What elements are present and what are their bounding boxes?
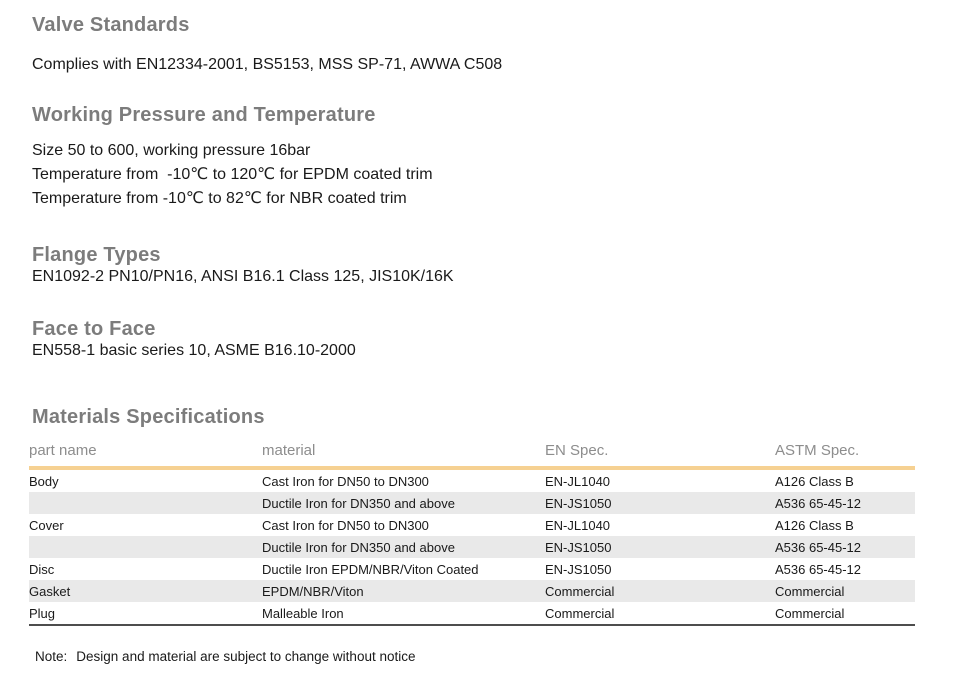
cell-part-name: Disc: [29, 561, 55, 577]
column-header-en-spec: EN Spec.: [545, 442, 609, 459]
cell-en-spec: EN-JS1050: [545, 539, 612, 555]
cell-part-name: Cover: [29, 517, 64, 533]
header-row: [29, 442, 915, 468]
cell-astm-spec: A536 65-45-12: [775, 539, 862, 555]
column-header-material: material: [262, 442, 316, 459]
cell-material: Ductile Iron for DN350 and above: [262, 495, 455, 511]
section-heading-valve-standards: Valve Standards: [32, 14, 190, 36]
cell-astm-spec: A126 Class B: [775, 517, 854, 533]
cell-astm-spec: A126 Class B: [775, 473, 854, 489]
cell-en-spec: EN-JS1050: [545, 561, 612, 577]
flange-types-text: EN1092-2 PN10/PN16, ANSI B16.1 Class 125, JIS10K/16K: [32, 268, 454, 285]
cell-material: Cast Iron for DN50 to DN300: [262, 517, 429, 533]
valve-standards-compliance-text: Complies with EN12334-2001, BS5153, MSS SP-71, AWWA C508: [32, 56, 503, 73]
pressure-size-text: Size 50 to 600, working pressure 16bar: [32, 142, 311, 159]
cell-material: Malleable Iron: [262, 605, 344, 621]
table-row: [29, 468, 915, 492]
table-row: [29, 536, 915, 558]
cell-en-spec: Commercial: [545, 605, 615, 621]
table-row: [29, 514, 915, 536]
section-materials-specifications: [29, 405, 917, 626]
table-row: [29, 602, 915, 625]
column-header-part-name: part name: [29, 442, 97, 459]
cell-part-name: Gasket: [29, 583, 71, 599]
footnote: [35, 648, 917, 666]
cell-astm-spec: Commercial: [775, 583, 845, 599]
table-row: [29, 558, 915, 580]
cell-en-spec: EN-JL1040: [545, 517, 611, 533]
cell-en-spec: Commercial: [545, 583, 615, 599]
working-pressure-lines: [32, 139, 917, 211]
cell-astm-spec: Commercial: [775, 605, 845, 621]
cell-material: Cast Iron for DN50 to DN300: [262, 473, 429, 489]
cell-part-name: [29, 492, 262, 514]
footnote-text: Design and material are subject to change without notice: [76, 649, 416, 664]
cell-part-name: [29, 536, 262, 558]
section-valve-standards: [32, 13, 917, 77]
section-flange-types: [32, 243, 917, 289]
temperature-epdm-text: Temperature from -10℃ to 120℃ for EPDM coated trim: [32, 166, 433, 183]
temperature-nbr-text: Temperature from -10℃ to 82℃ for NBR coated trim: [32, 190, 407, 207]
section-heading-flange-types: Flange Types: [32, 244, 161, 266]
materials-table-body: [29, 468, 915, 625]
section-face-to-face: [32, 317, 917, 363]
section-heading-face-to-face: Face to Face: [32, 318, 156, 340]
cell-en-spec: EN-JL1040: [545, 473, 611, 489]
cell-en-spec: EN-JS1050: [545, 495, 612, 511]
materials-spec-table: [29, 442, 915, 626]
cell-part-name: Body: [29, 473, 59, 489]
footnote-label: Note:: [35, 649, 68, 664]
cell-material: EPDM/NBR/Viton: [262, 583, 364, 599]
cell-part-name: Plug: [29, 605, 56, 621]
section-heading-working-pressure: Working Pressure and Temperature: [32, 104, 376, 126]
cell-material: Ductile Iron EPDM/NBR/Viton Coated: [262, 561, 479, 577]
cell-astm-spec: A536 65-45-12: [775, 561, 862, 577]
materials-table-header: [29, 442, 915, 468]
face-to-face-text: EN558-1 basic series 10, ASME B16.10-2000: [32, 342, 356, 359]
column-header-astm-spec: ASTM Spec.: [775, 442, 860, 459]
cell-astm-spec: A536 65-45-12: [775, 495, 862, 511]
table-row: [29, 492, 915, 514]
section-heading-materials: Materials Specifications: [32, 406, 265, 428]
section-working-pressure-temperature: [32, 103, 917, 211]
cell-material: Ductile Iron for DN350 and above: [262, 539, 455, 555]
table-row: [29, 580, 915, 602]
